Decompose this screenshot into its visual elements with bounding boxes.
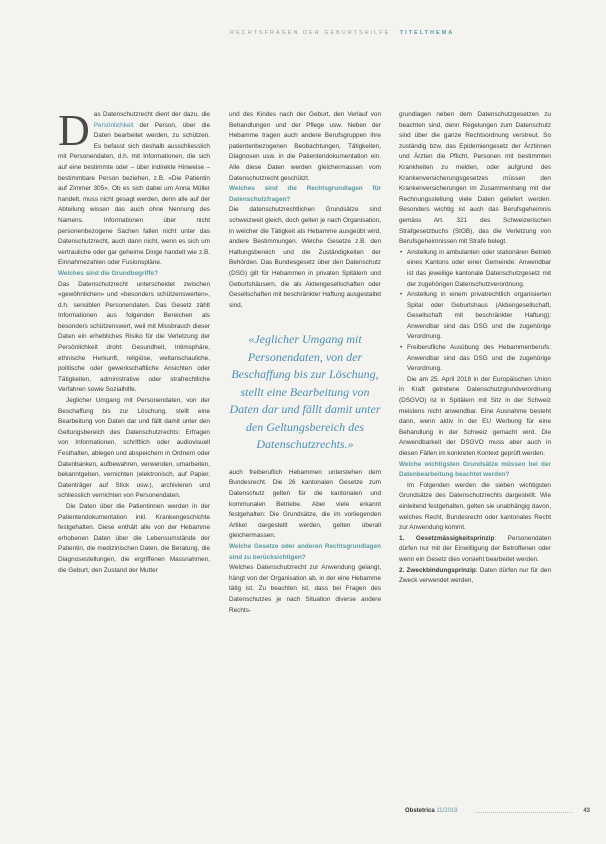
item-term: Gesetzmässigkeitsprinzip xyxy=(415,534,495,542)
drop-cap: D xyxy=(58,106,90,155)
numbered-item xyxy=(399,534,551,566)
paragraph: Die Daten über die Patientinnen werden in der Patientendokumentation inkl. Krankengeschichte festgehalten. Diese enthält alle von der Hebamme erhobenen Daten über die Lebensumstände der Patientin, die medizinischen Daten, die Beratung, die Diagnosestellungen, die ergriffenen Massnahmen, die Geburt, den Zustand der Mutter xyxy=(58,502,210,574)
numbered-item xyxy=(399,566,551,587)
item-number: 1. xyxy=(399,534,405,542)
item-text: : Daten dürfen nur für den Zweck verwendet werden, xyxy=(399,566,551,585)
item-text: : Personendaten dürfen nur mit der Einwilligung der Betroffenen oder wenn ein Gesetz dies vorsieht bearbeitet werden. xyxy=(399,534,551,563)
bullet-list xyxy=(399,248,551,375)
intro-text-a: as Datenschutzrecht dient der dazu, die xyxy=(93,111,210,118)
item-term: Zweckbindungsprinzip xyxy=(406,566,476,574)
list-item: • Freiberufliche Ausübung des Hebammenberufs: Anwendbar sind das DSG und die zugehörige Verordnung. xyxy=(407,343,551,375)
page-footer xyxy=(405,808,590,814)
list-item: • Anstellung in einem privatrechtlich organisierten Spital oder Geburtshaus (Aktiengesellschaft, Gesellschaft mit beschränkter Haftung): Anwendbar sind das DSG und die zugehörige Verordnung. xyxy=(407,290,551,343)
page-number: 43 xyxy=(583,808,590,814)
subheading-gesetze: Welche Gesetze oder anderen Rechtsgrundlagen sind zu berücksichtigen? xyxy=(229,542,381,561)
magazine-name: Obstetrica xyxy=(405,808,435,814)
paragraph: Das Datenschutzrecht unterscheidet zwischen «gewöhnlichen» und «besonders schützenswerten», d.h. sensiblen Personendaten. Das Gesetz zählt Informationen aus folgenden Bereichen als besonders schützenswert, weil mit Missbrauch dieser Daten ein erhebliches Risiko für die Verletzung der Persönlichkeit droht: Gesundheit, Intimsphäre, ethnische Herkunft, religiöse, weltanschauliche, politische oder gewerkschaftliche Ansichten oder Tätigkeiten, administrative oder strafrechtliche Verfahren sowie Sozialhilfe. xyxy=(58,280,210,394)
paragraph: Die am 25. April 2018 in der Europäischen Union in Kraft getretene Datenschutzgrundverordnung (DSGVO) ist in Spitälern mit Sitz in der Schweiz meistens nicht anwendbar. Eine Ausnahme besteht dann, wenn aktiv in der EU Werbung für eine Behandlung in der Schweiz gemacht wird. Die Anwendbarkeit der DSGVO muss aber auch in diesen Fällen im konkreten Kontext geprüft werden. xyxy=(399,375,551,457)
paragraph: grundlagen neben dem Datenschutzgesetzen zu beachten sind, denn Regelungen zum Datenschutz sind über die ganze Rechtsordnung verstreut. So zuständig bzw. das Epidemiengesetz der Ärztinnen und Ärzten die Pflicht, Personen mit bestimmten Krankheiten zu melden, oder aufgrund des Krankenversicherungsgesetzes müssen den Krankenversicherungen im Zusammenhang mit der Rechnungsstellung viele Daten geliefert werden. Besonders wichtig ist auch das Berufsgeheimnis gemäss Art. 321 des Schweizerischen Strafgesetzbuchs (StGB), das die Verletzung von Berufsgeheimnissen mit Strafe belegt. xyxy=(399,111,551,246)
footer-rule xyxy=(475,812,572,813)
column-2 xyxy=(229,110,381,616)
paragraph: Die datenschutzrechtlichen Grundsätze sind schweizweit gleich, doch gelten je nach Organisation, in welcher die Tätigkeit als Hebamme ausgeübt wird, andere Bestimmungen. Welche Gesetze z.B. den Haltungsbereich und die Zuständigkeiten der Behörden. Das Bundesgesetz über den Datenschutz (DSG) gilt für Hebammen in privaten Spitälern und Geburtshäusern, die als Aktiengesellschaften oder Gesellschaften mit beschränkter Haftung ausgestaltet sind, xyxy=(229,206,381,309)
subheading-grundsaetze: Welche wichtigsten Grundsätze müssen bei der Datenbearbeitung beachtet werden? xyxy=(399,460,551,479)
list-item: • Anstellung in ambulanten oder stationären Betrieb eines Kantons oder einer Gemeinde: Anwendbar ist das jeweilige kantonale Datenschutzgesetz mit der zugehörigen Datenschutzverordnung. xyxy=(407,248,551,290)
item-number: 2. xyxy=(399,566,405,574)
pull-quote: «Jeglicher Umgang mit Personendaten, von der Beschaffung bis zur Löschung, stellt eine Bearbeitung von Daten dar und fällt damit unter den Geltungsbereich des Datenschutzrechts.» xyxy=(229,332,381,452)
subheading-grundbegriffe: Welches sind die Grundbegriffe? xyxy=(58,269,159,277)
highlight-term: Persönlichkeit xyxy=(93,121,134,129)
paragraph: auch freiberuflich Hebammen unterstehen dem Bundesrecht. Die 26 kantonalen Gesetze zum Datenschutz gelten für die kantonalen und kommunalen Betriebe. Aber viele erkannt festgehalten: Die Grundsätze, die im vorliegenden Artikel dargestellt werden, gelten überall gleichermassen. xyxy=(229,468,381,540)
page-header xyxy=(230,30,586,36)
intro-paragraph xyxy=(58,106,210,269)
column-3 xyxy=(399,110,551,587)
subheading-rechtsgrundlagen: Welches sind die Rechtsgrundlagen für Datenschutzfragen? xyxy=(229,185,381,203)
issue-number: 11/2018 xyxy=(436,808,458,814)
paragraph: Im Folgenden werden die sieben wichtigsten Grundsätze des Datenschutzrechts dargestellt. Wie einleitend festgehalten, gelten sie unabhängig davon, welches Recht, Bundesrecht oder kantonales Recht zur Anwendung kommt. xyxy=(399,481,551,532)
section-label: TITELTHEMA xyxy=(399,30,455,36)
running-header: RECHTSFRAGEN DER GEBURTSHILFE xyxy=(230,30,391,36)
column-1 xyxy=(58,106,210,576)
paragraph: Jeglicher Umgang mit Personendaten, von der Beschaffung bis zur Löschung, stellt eine Bearbeitung von Daten dar und fällt damit unter den Geltungsbereich des Datenschutzrechts: Erfragen von Informationen, schriftlich oder audiovisuell Festhalten, ablegen und abspeichern in Ordnern oder Datenbanken, aufbewahren, verwenden, umarbeiten, bekanntgeben, vernichten (elektronisch, auf Papier, Datenträger auf Stick usw.), archivieren und schliesslich vernichten von Personendaten. xyxy=(58,397,210,500)
paragraph: Welches Datenschutzrecht zur Anwendung gelangt, hängt von der Organisation ab, in der eine Hebamme tätig ist. Zu beachten ist, dass bei Fragen des Datenschutzes je nach Situation diverse andere Rechts- xyxy=(229,564,381,614)
intro-text-b: der Person, über die Daten bearbeitet werden, zu schützen. Es befasst sich deshalb ausschliesslich mit Personendaten, d.h. mit Informationen, die sich auf eine bestimmte oder – über indirekte Hinweise – bestimmbare Person beziehen, z.B. «Die Patientin auf Zimmer 305». Ob es sich dabei um Anna Müller handelt, muss nicht gesagt werden, denn alle auf der Abteilung wissen das auch ohne Nennung des Namens. Informationen über nicht personenbezogene Sachen fallen nicht unter das Datenschutzrecht, auch dann nicht, wenn es sich um vertrauliche oder gar geheime Dinge handelt wie z.B. Einnahmezahlen oder Fusionspläne. xyxy=(58,121,210,267)
paragraph: und des Kindes nach der Geburt, den Verlauf von Behandlungen und der Pflege usw. Neben der Hebamme tragen auch andere Berufsgruppen ihre patientenbezogenen Beobachtungen, Tätigkeiten, Diagnosen usw. in die Patientendokumentation ein. Alle diese Daten werden gleichermassen vom Datenschutzrecht geschützt. xyxy=(229,111,381,182)
